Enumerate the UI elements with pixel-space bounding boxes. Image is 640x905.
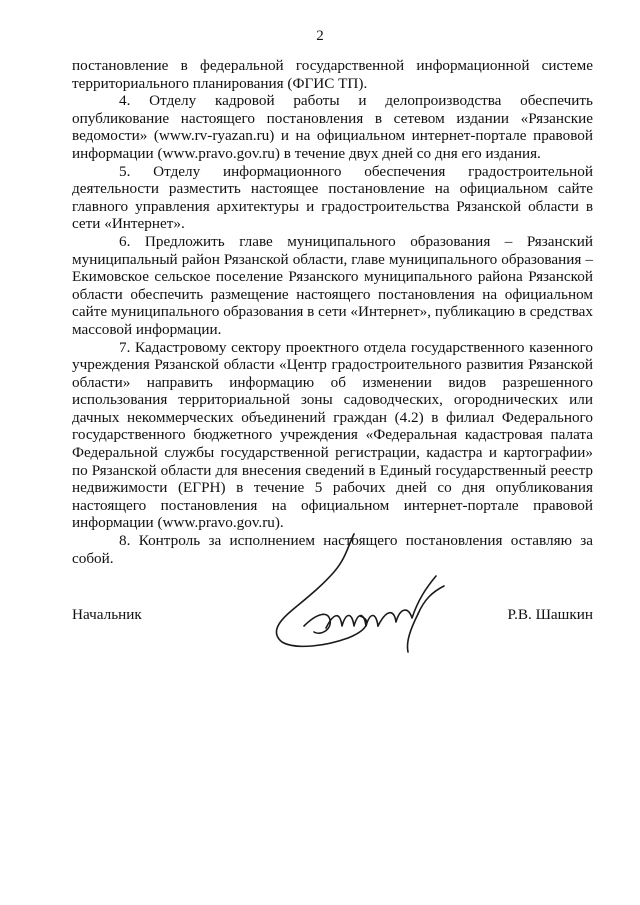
paragraph-item-5: 5. Отделу информационного обеспечения градостроительной деятельности разместить настоящее постановление на официальном сайте главного управления архитектуры и градостроительства Рязанской области в сети «Интернет». [72, 162, 593, 233]
paragraph-item-6: 6. Предложить главе муниципального образования – Рязанский муниципальный район Рязанской области, главе муниципального образования – Екимовское сельское поселение Рязанского муниципального района Рязанской области обеспечить размещение настоящего постановления на официальном сайте муниципального образования в сети «Интернет», публикацию в средствах массовой информации. [72, 232, 593, 338]
paragraph-item-4: 4. Отделу кадровой работы и делопроизводства обеспечить опубликование настоящего постановления в сетевом издании «Рязанские ведомости» (www.rv-ryazan.ru) и на официальном интернет-портале правовой информации (www.pravo.gov.ru) в течение двух дней со дня его издания. [72, 92, 593, 162]
signer-name: Р.В. Шашкин [507, 606, 593, 623]
signer-position: Начальник [72, 606, 142, 623]
handwritten-signature [268, 528, 460, 658]
paragraph-item-8: 8. Контроль за исполнением настоящего постановления оставляю за собой. [72, 532, 593, 567]
paragraph-item-7: 7. Кадастровому сектору проектного отдела государственного казенного учреждения Рязанской области «Центр градостроительного развития Рязанской области» направить информацию об изменении видов разрешенного использования территориальной зоны садоводческих, огороднических или дачных некоммерческих объединений граждан (4.2) в филиал Федерального государственного бюджетного учреждения «Федеральная кадастровая палата Федеральной службы государственной регистрации, кадастра и картографии» по Рязанской области для внесения сведений в Единый государственный реестр недвижимости (ЕГРН) в течение 5 рабочих дней со дня опубликования настоящего постановления на официальном интернет-портале правовой информации (www.pravo.gov.ru). [72, 338, 593, 532]
document-body [72, 57, 593, 567]
page-number: 2 [316, 28, 324, 44]
paragraph-continuation: постановление в федеральной государственной информационной системе территориального планирования (ФГИС ТП). [72, 57, 593, 92]
